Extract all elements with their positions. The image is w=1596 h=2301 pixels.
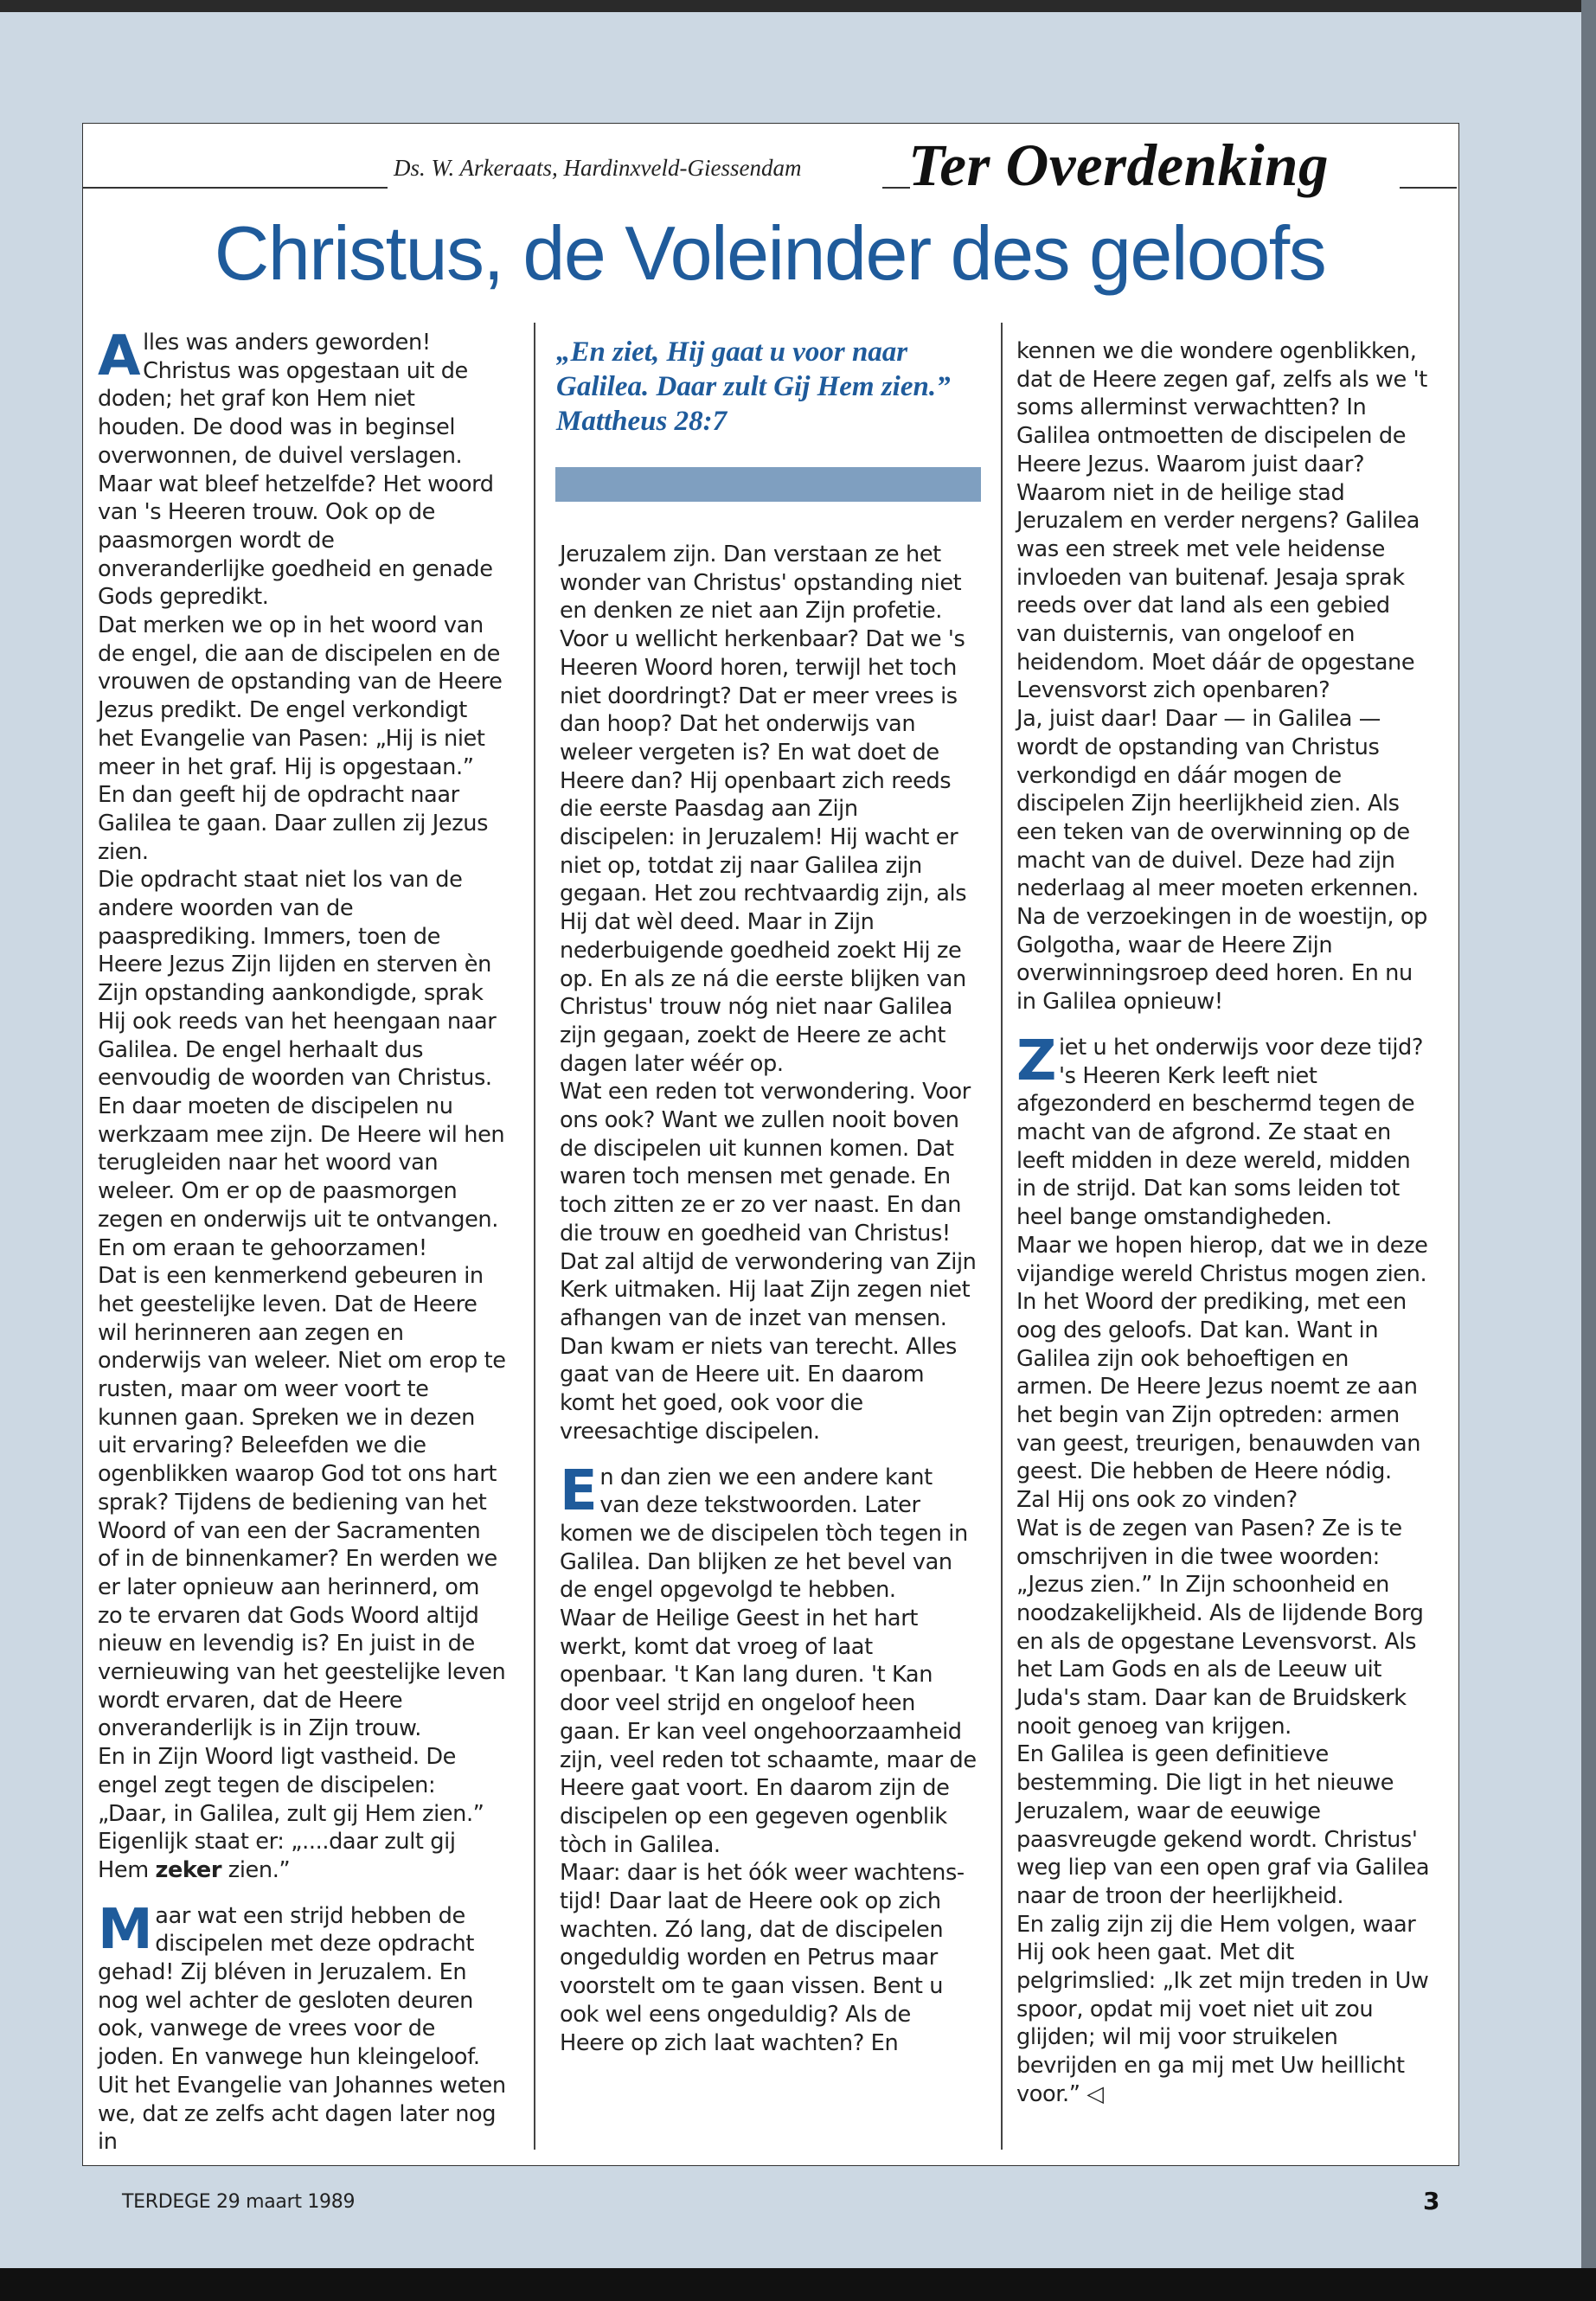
quote-decor-bar	[555, 467, 981, 502]
paragraph: En daar moeten de discipelen nu werkzaam mee zijn. De Heere wil hen terugleiden naar het woord van weleer. Om er op de paasmorgen zegen en onderwijs uit te ontvangen. En om eraan te gehoorzamen!	[98, 1093, 505, 1261]
header-rule-right	[1400, 187, 1457, 189]
paragraph	[98, 1897, 506, 2157]
paragraph	[98, 324, 506, 612]
paragraph: kennen we die wondere ogenblikken, dat de Heere zegen gaf, zelfs als we 't soms allerminst verwachtten? In Galilea ontmoetten de discipelen de Heere Jezus. Waarom juist daar? Waarom niet in de heilige stad Jeruzalem en verder nergens? Galilea was een streek met vele heidense invloeden van buitenaf. Jesaja sprak reeds over dat land als een gebied van duisternis, van ongeloof en heidendom. Moet dáár de opgestane Levensvorst zich openbaren?	[1016, 338, 1427, 704]
column-divider-1	[534, 323, 535, 2150]
drop-cap: Z	[1016, 1029, 1057, 1093]
column-3	[1016, 337, 1432, 2109]
paragraph: Wat is de zegen van Pasen? Ze is te omschrijven in die twee woorden: „Jezus zien.” In Zijn schoonheid en noodzakelijkheid. Als de lijdende Borg en als de opgestane Levensvorst. Als het Lam Gods en als de Leeuw uit Juda's stam. Daar kan de Bruidskerk nooit genoeg van krijgen.	[1016, 1515, 1424, 1740]
author-byline: Ds. W. Arkeraats, Hardinxveld-Giessendam	[394, 155, 802, 181]
paragraph-text: lles was anders geworden! Christus was opgestaan uit de doden; het graf kon Hem niet houden. De dood was in beginsel overwonnen, de duivel verslagen. Maar wat bleef hetzelfde? Het woord van 's Heeren trouw. Ook op de paasmorgen wordt de onveranderlijke goedheid en genade Gods gepredikt.	[98, 330, 494, 611]
paragraph: Maar: daar is het óók weer wachtens-tijd! Daar laat de Heere ook op zich wachten. Zó lang, dat de discipelen ongeduldig worden en Petrus maar voorstelt om te gaan vissen. Bent u ook wel eens ongeduldig? Als de Heere op zich laat wachten? En	[560, 1860, 965, 2056]
paragraph: Dat is een kenmerkend gebeuren in het geestelijke leven. Dat de Heere wil herinneren aan zegen en onderwijs van weleer. Niet om erop te rusten, maar om weer voort te kunnen gaan. Spreken we in dezen uit ervaring? Beleefden we die ogenblikken waarop God tot ons hart sprak? Tijdens de bediening van het Woord of van een der Sacramenten of in de binnenkamer? En werden we er later opnieuw aan herinnerd, om zo te ervaren dat Gods Woord altijd nieuw en levendig is? En juist in de vernieuwing van het geestelijke leven wordt ervaren, dat de Heere onveranderlijk is in Zijn trouw.	[98, 1263, 506, 1742]
paragraph-text: zien.”	[221, 1856, 291, 1883]
scan-edge-top	[0, 0, 1596, 12]
footer-issue: TERDEGE 29 maart 1989	[122, 2191, 356, 2213]
scan-edge-right	[1581, 0, 1596, 2301]
paragraph: Die opdracht staat niet los van de andere woorden van de paasprediking. Immers, toen de Heere Jezus Zijn lijden en sterven èn Zijn opstanding aankondigde, sprak Hij ook reeds van het heengaan naar Galilea. De engel herhaalt dus eenvoudig de woorden van Christus.	[98, 867, 497, 1092]
paragraph: Dat merken we op in het woord van de engel, die aan de discipelen en de vrouwen de opstanding van de Heere Jezus predikt. De engel verkondigt het Evangelie van Pasen: „Hij is niet meer in het graf. Hij is opgestaan.” En dan geeft hij de opdracht naar Galilea te gaan. Daar zullen zij Jezus zien.	[98, 612, 503, 865]
paragraph: En zalig zijn zij die Hem volgen, waar Hij ook heen gaat. Met dit pelgrimslied: „Ik zet mijn treden in Uw spoor, opdat mij voet niet uit zou glijden; wil mij voor struikelen bevrijden en ga mij met Uw heillicht voor.” ◁	[1016, 1911, 1429, 2107]
paragraph-text: n dan zien we een andere kant van deze tekstwoorden. Later komen we de discipelen tòch tegen in Galilea. Dan blijken ze het bevel van de engel opgevolgd te hebben.	[560, 1464, 968, 1604]
paragraph-text: aar wat een strijd hebben de discipelen met deze opdracht gehad! Zij bléven in Jeruzalem. En nog wel achter de gesloten deuren ook, vanwege de vrees voor de joden. En vanwege hun kleingeloof. Uit het Evangelie van Johannes weten we, dat ze zelfs acht dagen later nog in	[98, 1902, 506, 2156]
paragraph: Wat een reden tot verwondering. Voor ons ook? Want we zullen nooit boven de discipelen uit kunnen komen. Dat waren toch mensen met genade. En toch zitten ze er zo ver naast. En dan die trouw en goedheid van Christus! Dat zal altijd de verwondering van Zijn Kerk uitmaken. Hij laat Zijn zegen niet afhangen van de inzet van mensen. Dan kwam er niets van terecht. Alles gaat van de Heere uit. En daarom komt het goed, ook voor die vreesachtige discipelen.	[560, 1079, 977, 1445]
drop-cap: E	[560, 1458, 598, 1523]
header-rule-left	[83, 187, 388, 189]
paragraph: Maar we hopen hierop, dat we in deze vijandige wereld Christus mogen zien. In het Woord der prediking, met een oog des geloofs. Dat kan. Want in Galilea zijn ook behoeftigen en armen. De Heere Jezus noemt ze aan het begin van Zijn optreden: armen van geest, treurigen, benauwden van geest. Die hebben de Heere nódig. Zal Hij ons ook zo vinden?	[1016, 1232, 1428, 1514]
column-1	[98, 324, 506, 2157]
drop-cap: A	[98, 324, 141, 388]
paragraph	[1016, 1029, 1432, 1232]
page-number: 3	[1423, 2187, 1440, 2215]
paragraph-text: iet u het onderwijs voor deze tijd? 's Heeren Kerk leeft niet afgezonderd en beschermd tegen de macht van de afgrond. Ze staat en leeft midden in deze wereld, midden in de strijd. Dat kan soms leiden tot heel bange omstandigheden.	[1016, 1034, 1424, 1231]
paragraph	[98, 1743, 506, 1885]
column-2	[560, 541, 977, 2057]
pull-quote: „En ziet, Hij gaat u voor naar Galilea. Daar zult Gij Hem zien.” Mattheus 28:7	[556, 336, 951, 437]
drop-cap: M	[98, 1897, 153, 1962]
emphasis-text: zeker	[155, 1856, 222, 1883]
paragraph: Jeruzalem zijn. Dan verstaan ze het wonder van Christus' opstanding niet en denken ze niet aan Zijn profetie. Voor u wellicht herkenbaar? Dat we 's Heeren Woord horen, terwijl het toch niet doordringt? Dat er meer vrees is dan hoop? Dat het onderwijs van weleer vergeten is? En wat doet de Heere dan? Hij openbaart zich reeds die eerste Paasdag aan Zijn discipelen: in Jeruzalem! Hij wacht er niet op, totdat zij naar Galilea zijn gegaan. Het zou rechtvaardig zijn, als Hij dat wèl deed. Maar in Zijn nederbuigende goedheid zoekt Hij ze op. En als ze ná die eerste blijken van Christus' trouw nóg niet naar Galilea zijn gegaan, zoekt de Heere ze acht dagen later wéér op.	[560, 542, 967, 1077]
paragraph: Ja, juist daar! Daar — in Galilea — wordt de opstanding van Christus verkondigd en dáár mogen de discipelen Zijn heerlijkheid zien. Als een teken van de overwinning op de macht van de duivel. Deze had zijn nederlaag al meer moeten erkennen. Na de verzoekingen in de woestijn, op Golgotha, waar de Heere Zijn overwinningsroep deed horen. En nu in Galilea opnieuw!	[1016, 706, 1427, 1016]
column-divider-2	[1001, 323, 1003, 2150]
paragraph	[560, 1458, 977, 1606]
paragraph-text: En in Zijn Woord ligt vastheid. De engel zegt tegen de discipelen: „Daar, in Galilea, zult gij Hem zien.” Eigenlijk staat er: „....daar zult gij Hem	[98, 1744, 484, 1883]
paragraph: Waar de Heilige Geest in het hart werkt, komt dat vroeg of laat openbaar. 't Kan lang duren. 't Kan door veel strijd en ongeloof heen gaan. Er kan veel ongehoorzaamheid zijn, veel reden tot schaamte, maar de Heere gaat voort. En daarom zijn de discipelen op een gegeven ogenblik tòch in Galilea.	[560, 1606, 977, 1858]
rubric-title: Ter Overdenking	[908, 132, 1330, 198]
paragraph: En Galilea is geen definitieve bestemming. Die ligt in het nieuwe Jeruzalem, waar de eeuwige paasvreugde gekend wordt. Christus' weg liep van een open graf via Galilea naar de troon der heerlijkheid.	[1016, 1741, 1430, 1909]
header-rule-mid	[882, 187, 910, 189]
article-headline: Christus, de Voleinder des geloofs	[214, 210, 1326, 296]
scan-edge-bottom	[0, 2268, 1596, 2301]
